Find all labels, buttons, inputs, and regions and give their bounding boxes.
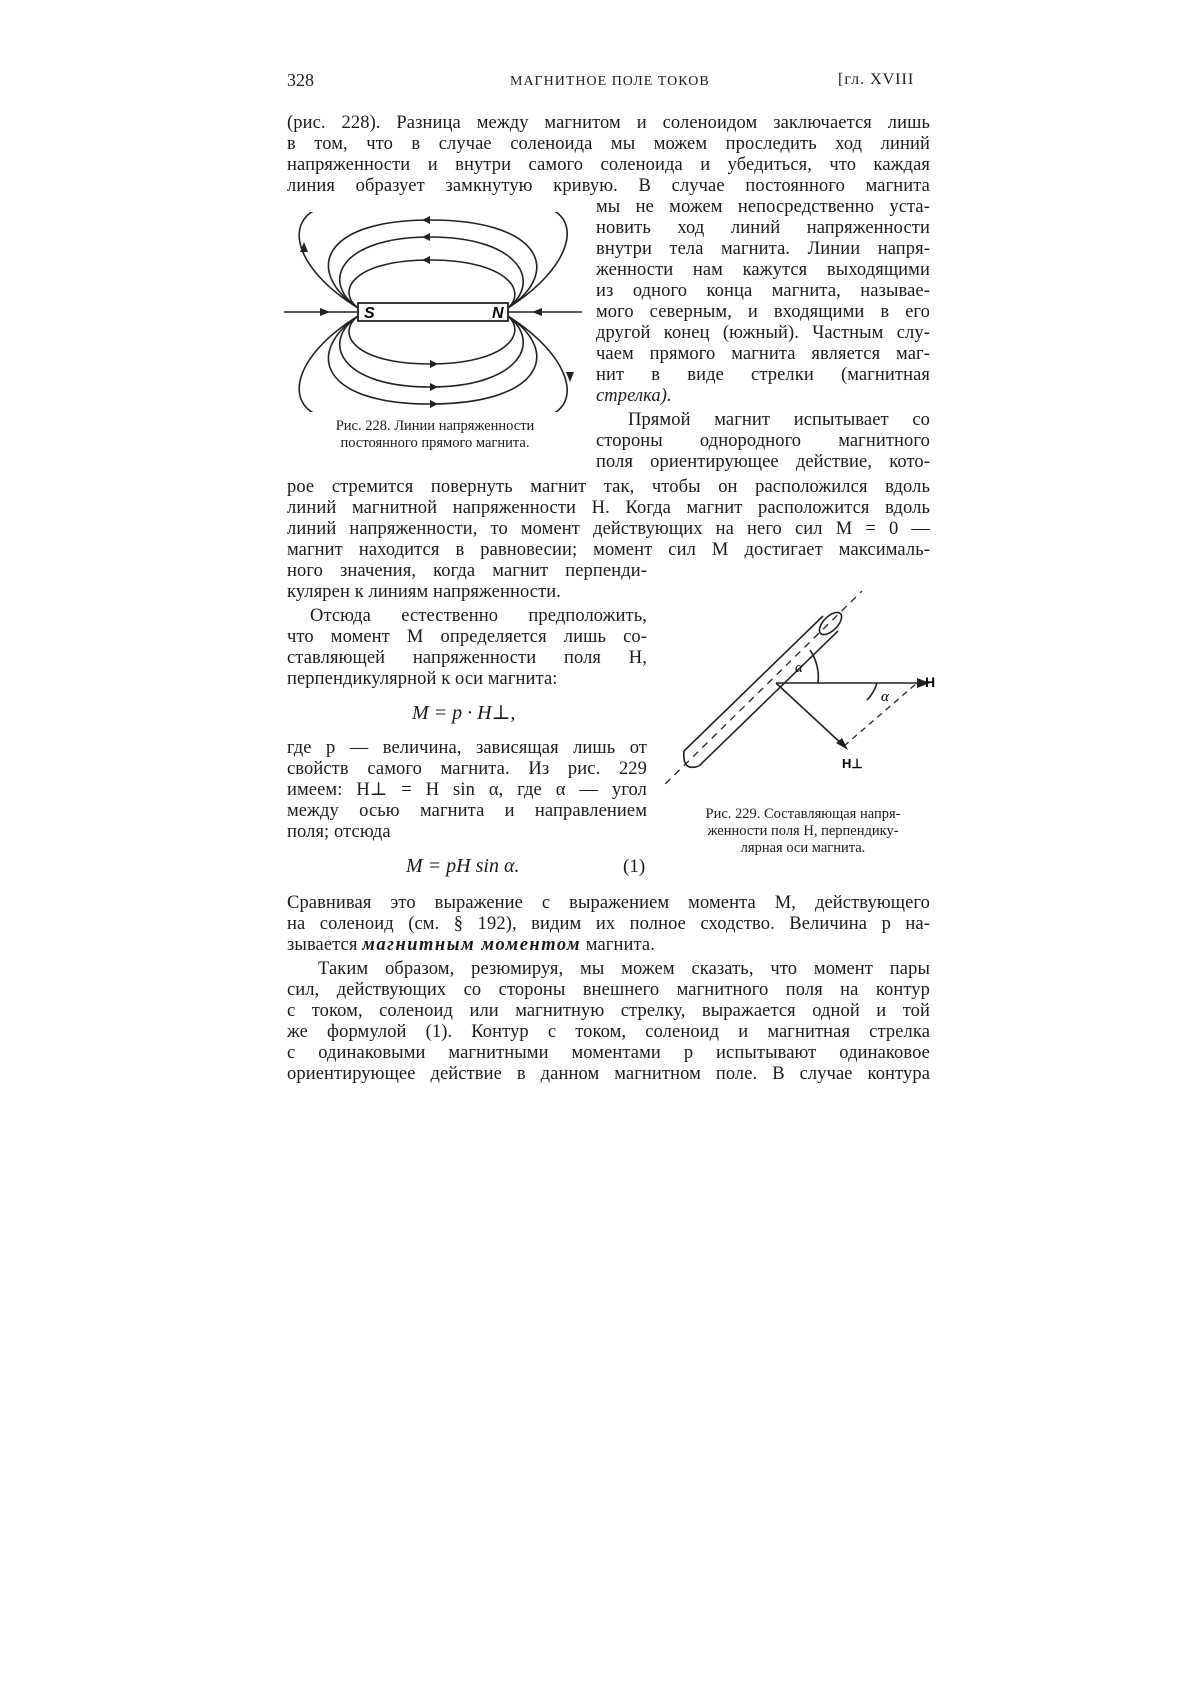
text-line: стороны однородного магнитного: [596, 431, 930, 451]
angle-alpha-label: α: [795, 660, 803, 676]
north-pole-label: N: [492, 305, 504, 322]
figure-229-magnet-components: [662, 588, 942, 798]
text-line: имеем: H⊥ = H sin α, где α — угол: [287, 780, 647, 800]
text-line: линий магнитной напряженности H. Когда магнит расположится вдоль: [287, 498, 930, 518]
chapter-label: [гл. XVIII: [838, 71, 915, 88]
text-line: кулярен к линиям напряженности.: [287, 582, 561, 602]
field-h-perp-label: H⊥: [842, 756, 863, 771]
text-line: стрелка).: [596, 386, 672, 406]
text-line: напряженности и внутри самого соленоида и убедиться, что каждая: [287, 155, 930, 175]
figure-229-caption: лярная оси магнита.: [740, 840, 866, 856]
text-line: (рис. 228). Разница между магнитом и соленоидом заключается лишь: [287, 113, 930, 133]
text-line: перпендикулярной к оси магнита:: [287, 669, 558, 689]
formula-moment-perp: M = p · H⊥,: [412, 702, 516, 724]
text-line: где p — величина, зависящая лишь от: [287, 738, 647, 758]
text-line: из одного конца магнита, называе-: [596, 281, 930, 301]
figure-228-magnet-field-lines: [280, 212, 590, 412]
text-line: на соленоид (см. § 192), видим их полное сходство. Величина p на-: [287, 914, 930, 934]
text-line: магнит находится в равновесии; момент сил M достигает максималь-: [287, 540, 930, 560]
south-pole-label: S: [364, 305, 375, 322]
formula-moment: M = pH sin α.: [406, 855, 520, 877]
formula-number: (1): [623, 856, 646, 877]
text-line: между осью магнита и направлением: [287, 801, 647, 821]
text-line: зывается магнитным моментом магнита.: [287, 935, 655, 955]
text-line: поля ориентирующее действие, кото-: [596, 452, 930, 472]
text-line: чаем прямого магнита является маг-: [596, 344, 930, 364]
text-line: в том, что в случае соленоида мы можем проследить ход линий: [287, 134, 930, 154]
text-line: рое стремится повернуть магнит так, чтобы он расположился вдоль: [287, 477, 930, 497]
term-magnetic-moment: магнитным моментом: [362, 935, 582, 955]
text-line: что момент M определяется лишь со-: [287, 627, 647, 647]
text-line: Отсюда естественно предположить,: [310, 606, 647, 626]
text-line: сил, действующих со стороны внешнего магнитного поля на контур: [287, 980, 930, 1000]
text-line: с током, соленоид или магнитную стрелку, выражается одной и той: [287, 1001, 930, 1021]
angle-alpha-label: α: [881, 689, 889, 705]
text-line: линия образует замкнутую кривую. В случае постоянного магнита: [287, 176, 930, 196]
text-line: же формулой (1). Контур с током, соленоид и магнитная стрелка: [287, 1022, 930, 1042]
text-line: внутри тела магнита. Линии напря-: [596, 239, 930, 259]
text-line: ставляющей напряженности поля H,: [287, 648, 647, 668]
field-h-label: H: [925, 674, 936, 690]
figure-229-caption: Рис. 229. Составляющая напря-: [705, 806, 901, 822]
text-line: нит в виде стрелки (магнитная: [596, 365, 930, 385]
figure-228-caption: Рис. 228. Линии напряженности: [335, 418, 535, 434]
text-line: поля; отсюда: [287, 822, 391, 842]
text-line: мого северным, и входящими в его: [596, 302, 930, 322]
figure-228-caption: постоянного прямого магнита.: [340, 435, 530, 451]
text-line: мы не можем непосредственно уста-: [596, 197, 930, 217]
text-line: другой конец (южный). Частным слу-: [596, 323, 930, 343]
text-line: свойств самого магнита. Из рис. 229: [287, 759, 647, 779]
text-line: линий напряженности, то момент действующих на него сил M = 0 —: [287, 519, 930, 539]
figure-229-caption: женности поля H, перпендику-: [707, 823, 899, 839]
text-line: ного значения, когда магнит перпенди-: [287, 561, 647, 581]
text-line: Прямой магнит испытывает со: [628, 410, 930, 430]
text-line: Сравнивая это выражение с выражением момента M, действующего: [287, 893, 930, 913]
text-line: ориентирующее действие в данном магнитном поле. В случае контура: [287, 1064, 930, 1084]
text-line: Таким образом, резюмируя, мы можем сказать, что момент пары: [318, 959, 930, 979]
text-line: новить ход линий напряженности: [596, 218, 930, 238]
running-title: МАГНИТНОЕ ПОЛЕ ТОКОВ: [510, 74, 710, 89]
text-line: с одинаковыми магнитными моментами p испытывают одинаковое: [287, 1043, 930, 1063]
text-line: женности нам кажутся выходящими: [596, 260, 930, 280]
page-number: 328: [287, 70, 314, 90]
